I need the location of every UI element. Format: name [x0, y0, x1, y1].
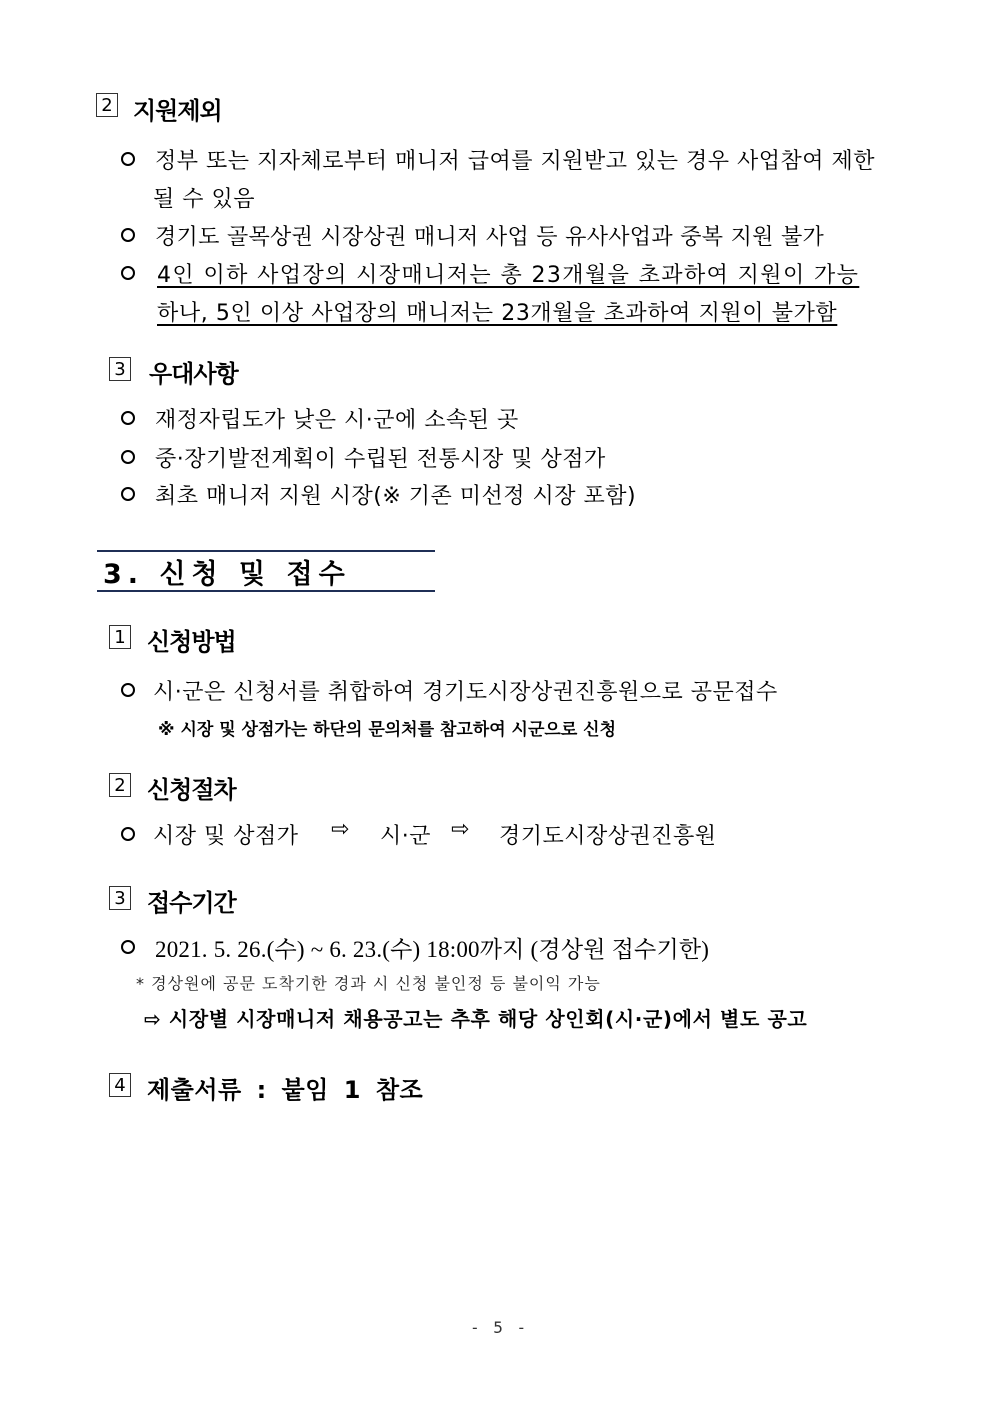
bullet-circle-icon: [121, 683, 135, 697]
bullet-circle-icon: [121, 266, 135, 280]
procedure-step: 경기도시장상권진흥원: [499, 824, 717, 849]
section-heading-exclusion: 지원제외: [133, 97, 222, 125]
caution-note: * 경상원에 공문 도착기한 경과 시 신청 불인정 등 불이익 가능: [136, 974, 601, 993]
recruitment-notice: ⇨ 시장별 시장매니저 채용공고는 추후 해당 상인회(시·군)에서 별도 공고: [144, 1007, 808, 1031]
section-number-box: 4: [109, 1073, 131, 1097]
page-number: - 5 -: [470, 1318, 527, 1337]
right-arrow-icon: ⇨: [331, 817, 350, 842]
section-title: 3. 신청 및 접수: [103, 559, 351, 590]
list-item-underlined: 4인 이하 사업장의 시장매니저는 총 23개월을 초과하여 지원이 가능: [157, 263, 860, 288]
subsection-heading-documents: 제출서류 : 붙임 1 참조: [147, 1076, 424, 1104]
bullet-circle-icon: [121, 228, 135, 242]
section-number-box: 3: [109, 886, 131, 910]
procedure-step: 시장 및 상점가: [153, 824, 299, 849]
list-item-continuation: 될 수 있음: [153, 187, 255, 212]
list-item: 시·군은 신청서를 취합하여 경기도시장상권진흥원으로 공문접수: [153, 680, 778, 705]
bullet-circle-icon: [121, 487, 135, 501]
period-dates: 2021. 5. 26.(수) ~ 6. 23.(수) 18:00까지 (경상원 접수기한): [155, 937, 710, 962]
list-item: 정부 또는 지자체로부터 매니저 급여를 지원받고 있는 경우 사업참여 제한: [155, 149, 876, 174]
subsection-heading-procedure: 신청절차: [147, 776, 236, 804]
right-arrow-icon: ⇨: [451, 817, 470, 842]
list-item-underlined-continuation: 하나, 5인 이상 사업장의 매니저는 23개월을 초과하여 지원이 불가함: [157, 301, 838, 326]
section-number-box: 2: [109, 773, 131, 797]
section-number-box: 3: [109, 357, 131, 381]
section-number-box: 2: [96, 93, 118, 117]
subsection-heading-period: 접수기간: [147, 889, 236, 917]
list-item: 최초 매니저 지원 시장(※ 기존 미선정 시장 포함): [155, 484, 637, 509]
section-heading-preference: 우대사항: [149, 360, 238, 388]
section-number-box: 1: [109, 625, 131, 649]
subsection-heading-method: 신청방법: [147, 628, 236, 656]
list-item: 중·장기발전계획이 수립된 전통시장 및 상점가: [155, 447, 606, 472]
bullet-circle-icon: [121, 827, 135, 841]
bullet-circle-icon: [121, 152, 135, 166]
procedure-step: 시·군: [380, 824, 431, 849]
bullet-circle-icon: [121, 940, 135, 954]
reference-note: ※ 시장 및 상점가는 하단의 문의처를 참고하여 시군으로 신청: [158, 720, 617, 740]
list-item: 경기도 골목상권 시장상권 매니저 사업 등 유사사업과 중복 지원 불가: [155, 225, 825, 250]
list-item: 재정자립도가 낮은 시·군에 소속된 곳: [155, 408, 519, 433]
bullet-circle-icon: [121, 411, 135, 425]
section-rule-bottom: [97, 590, 435, 592]
bullet-circle-icon: [121, 450, 135, 464]
